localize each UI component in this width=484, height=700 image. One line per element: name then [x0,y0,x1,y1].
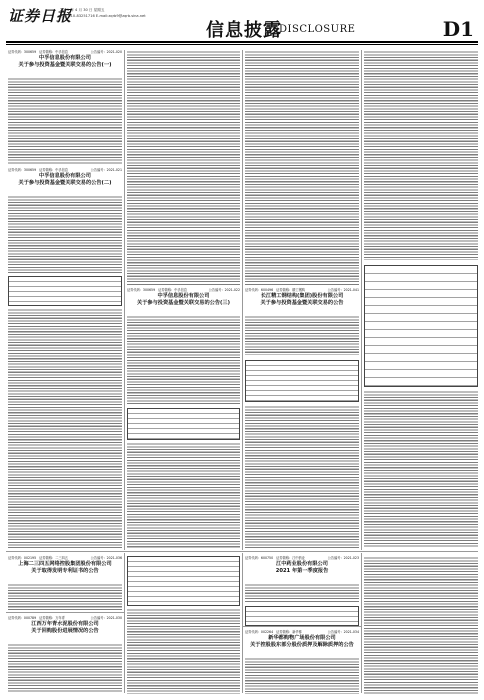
company-name: 长江精工钢结构(集团)股份有限公司 [260,293,344,299]
body-text [245,50,359,285]
section-divider [6,551,478,552]
column-divider [361,553,362,693]
company-name: 上海二三四五网络控股集团股份有限公司 [18,561,112,567]
issue-date: 2021 年 4 月 30 日 星期五 [60,8,105,12]
notice-header [8,55,122,75]
body-text [127,608,240,694]
data-table [364,265,478,387]
body-text [8,643,122,693]
notice-code-line: 证券代码：300659 证券简称：中孚信息 公告编号：2021-020 [8,50,122,54]
column-divider [242,50,243,550]
masthead [0,0,484,40]
data-table [245,606,359,626]
notice-block [245,556,359,624]
column-1 [8,50,122,550]
notice-header [8,173,122,193]
header-rule [6,41,478,43]
company-name: 江西万年青水泥股份有限公司 [31,621,99,627]
column-divider [242,553,243,693]
body-text [245,583,359,603]
company-name: 中孚信息股份有限公司 [39,55,91,61]
column-2 [127,50,240,550]
notice-title: 关于回购股份进展情况的公告 [31,628,99,634]
company-name: 中孚信息股份有限公司 [39,173,91,179]
body-text [245,405,359,548]
column-divider [124,50,125,550]
notice-title: 2021 年第一季度报告 [275,568,329,574]
notice-title: 关于参与投资基金暨关联交易的公告(一) [18,62,112,68]
section-title: 信息披露 [206,20,282,41]
body-text [127,50,240,285]
notice-code-line: 证券代码：002264 证券简称：新华都 公告编号：2021-034 [245,630,359,634]
notice-continuation [127,556,240,694]
notice-header [245,561,359,581]
company-name: 江中药业股份有限公司 [276,561,328,567]
body-text [245,315,359,355]
notice-header [8,621,122,641]
body-text [364,556,478,694]
notice-header [127,293,240,313]
column-3 [245,50,359,550]
notice-block [8,556,122,611]
body-text [8,308,122,548]
data-table [127,556,240,606]
notice-title: 关于参与投资基金暨关联交易的公告 [260,300,344,306]
body-text [127,442,240,548]
column-divider [361,50,362,550]
notice-code-line: 证券代码：300659 证券简称：中孚信息 公告编号：2021-022 [127,288,240,292]
body-text [8,77,122,165]
company-name: 新华都购物广场股份有限公司 [268,635,336,641]
section-divider [243,626,361,627]
data-table [127,408,240,440]
notice-title: 关于控股股东部分股份质押及解除质押的公告 [250,642,354,648]
notice-code-line: 证券代码：002195 证券简称：二三四五 公告编号：2021-036 [8,556,122,560]
body-text [8,583,122,611]
notice-header [8,561,122,581]
page-number: D1 [442,17,474,41]
column-divider [124,553,125,693]
notice-continuation [364,556,478,694]
body-text [364,50,478,260]
section-divider [6,612,124,613]
newspaper-logo: 证券日报 [8,7,73,25]
notice-code-line: 证券代码：300659 证券简称：中孚信息 公告编号：2021-021 [8,168,122,172]
notice-block [8,616,122,694]
notice-title: 关于参与投资基金暨关联交易的公告(三) [137,300,230,306]
company-name: 中孚信息股份有限公司 [157,293,210,299]
body-text [8,195,122,273]
column-4 [364,50,478,550]
data-table [8,276,122,306]
notice-code-line: 证券代码：600496 证券简称：精工钢构 公告编号：2021-041 [245,288,359,292]
header-rule-thin [6,44,478,45]
notice-code-line: 证券代码：000789 证券简称：万年青 公告编号：2021-030 [8,616,122,620]
body-text [245,657,359,694]
notice-block [245,630,359,694]
body-text [364,390,478,548]
data-table [245,360,359,402]
contact-line: 电话 010-83251716 E-mail:zqrb9@zqrb.sina.net [60,14,146,18]
section-title-en: DISCLOSURE [279,24,356,35]
notice-title: 关于取得发明专利证书的公告 [31,568,99,574]
notice-header [245,293,359,313]
notice-title: 关于参与投资基金暨关联交易的公告(二) [18,180,112,186]
notice-code-line: 证券代码：600750 证券简称：江中药业 公告编号：2021-023 [245,556,359,560]
body-text [127,315,240,405]
notice-header [245,635,359,655]
